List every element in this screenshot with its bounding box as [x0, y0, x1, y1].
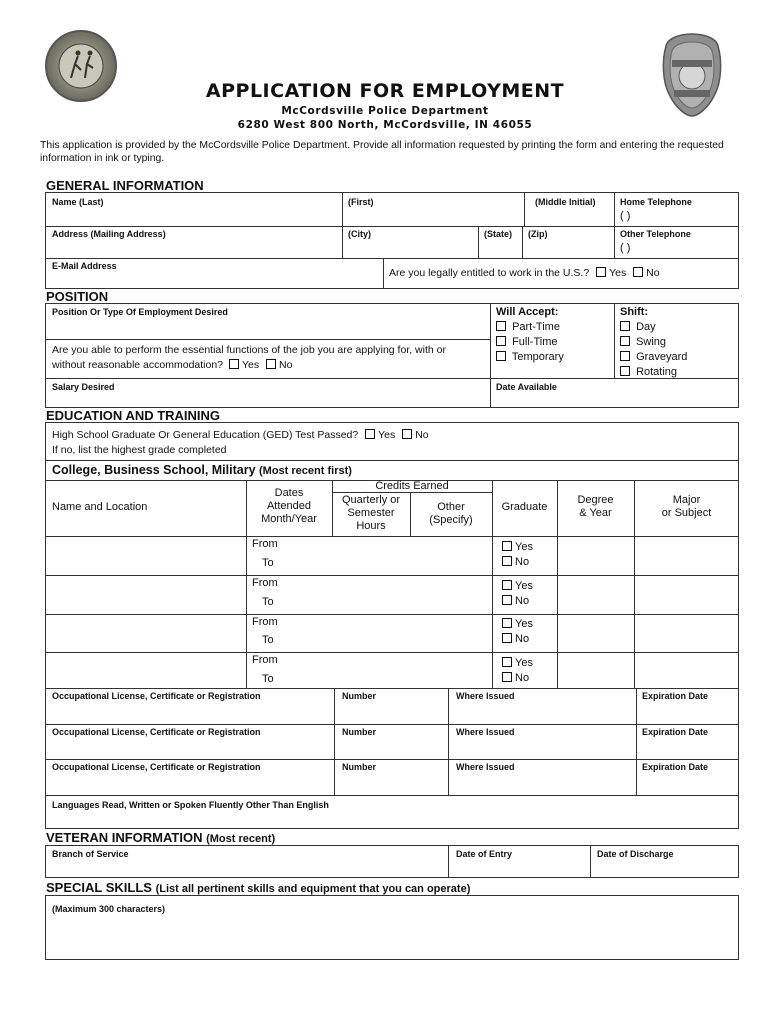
temporary-label: Temporary — [511, 351, 564, 363]
college-subheading: (Most recent first) — [259, 465, 352, 477]
row4-yes-checkbox[interactable] — [502, 657, 512, 667]
other-phone-paren: ( ) — [620, 242, 631, 254]
row2-from-label: From — [252, 577, 278, 589]
city-label: (City) — [348, 229, 371, 239]
hs-yes-label: Yes — [378, 429, 396, 441]
legal-work-question — [389, 267, 660, 279]
other-telephone-label: Other Telephone — [620, 229, 691, 239]
col-quarterly-line3: Hours — [356, 520, 386, 532]
legal-no-label: No — [646, 267, 660, 279]
day-checkbox[interactable] — [620, 321, 630, 331]
col-major — [634, 494, 739, 520]
row1-graduate — [502, 540, 533, 570]
col-degree-line1: Degree — [577, 494, 614, 506]
row4-no-checkbox[interactable] — [502, 672, 512, 682]
veteran-heading: VETERAN INFORMATION — [46, 830, 203, 845]
skills-max-label: (Maximum 300 characters) — [52, 904, 166, 914]
col-graduate: Graduate — [501, 501, 548, 513]
row4-yes-label: Yes — [515, 657, 533, 669]
intro-text: This application is provided by the McCordsville Police Department. Provide all information requested by printing the form and entering the requested information in ink or typing. — [40, 140, 724, 164]
middle-initial-label: (Middle Initial) — [535, 197, 596, 207]
hs-yes-checkbox[interactable] — [365, 429, 375, 439]
hs-question: High School Graduate Or General Education (GED) Test Passed? — [52, 429, 359, 441]
essential-question-line2-row — [52, 359, 292, 371]
row2-no-checkbox[interactable] — [502, 595, 512, 605]
essential-no-label: No — [279, 359, 293, 371]
license2-label: Occupational License, Certificate or Registration — [52, 727, 261, 737]
essential-question-line2: without reasonable accommodation? — [52, 359, 224, 371]
position-heading: POSITION — [46, 289, 109, 304]
col-quarterly-line1: Quarterly or — [341, 494, 401, 506]
temporary-checkbox[interactable] — [496, 351, 506, 361]
row1-no-label: No — [515, 556, 530, 568]
col-quarterly-line2: Semester — [347, 507, 395, 519]
zip-label: (Zip) — [528, 229, 548, 239]
license3-where: Where Issued — [456, 762, 515, 772]
row3-from-label: From — [252, 616, 278, 628]
essential-no-checkbox[interactable] — [266, 359, 276, 369]
rotating-checkbox[interactable] — [620, 366, 630, 376]
graveyard-label: Graveyard — [636, 351, 688, 363]
address-label: Address (Mailing Address) — [52, 229, 166, 239]
hs-question-row — [52, 429, 429, 441]
skills-heading-row — [46, 880, 470, 895]
license3-expiration: Expiration Date — [642, 762, 709, 772]
row1-from-label: From — [252, 538, 278, 550]
license1-number: Number — [342, 691, 377, 701]
hs-no-checkbox[interactable] — [402, 429, 412, 439]
email-label: E-Mail Address — [52, 261, 117, 271]
license2-where: Where Issued — [456, 727, 515, 737]
will-accept-options — [496, 320, 564, 365]
skills-heading: SPECIAL SKILLS — [46, 880, 152, 895]
row4-to-label: To — [262, 673, 274, 685]
department-address: 6280 West 800 North, McCordsville, IN 46055 — [237, 119, 533, 131]
row2-yes-checkbox[interactable] — [502, 580, 512, 590]
graveyard-checkbox[interactable] — [620, 351, 630, 361]
full-time-checkbox[interactable] — [496, 336, 506, 346]
col-quarterly — [332, 494, 410, 533]
essential-yes-label: Yes — [241, 359, 260, 371]
legal-yes-checkbox[interactable] — [596, 267, 606, 277]
col-degree-line2: & Year — [579, 507, 612, 519]
col-dates-line2: Attended — [266, 500, 312, 512]
license3-label: Occupational License, Certificate or Registration — [52, 762, 261, 772]
state-label: (State) — [484, 229, 513, 239]
swing-checkbox[interactable] — [620, 336, 630, 346]
day-label: Day — [636, 321, 656, 333]
row2-no-label: No — [515, 595, 530, 607]
row3-graduate — [502, 617, 533, 647]
license1-label: Occupational License, Certificate or Registration — [52, 691, 261, 701]
license2-expiration: Expiration Date — [642, 727, 709, 737]
row3-no-label: No — [515, 633, 530, 645]
education-heading: EDUCATION AND TRAINING — [46, 408, 221, 423]
branch-label: Branch of Service — [52, 849, 129, 859]
row3-yes-label: Yes — [515, 618, 533, 630]
license1-where: Where Issued — [456, 691, 515, 701]
veteran-heading-row — [46, 830, 275, 845]
row4-graduate — [502, 656, 533, 686]
row1-to-label: To — [262, 557, 274, 569]
veteran-subheading: (Most recent) — [206, 833, 276, 845]
date-available-label: Date Available — [496, 382, 557, 392]
row3-yes-checkbox[interactable] — [502, 618, 512, 628]
col-other-line1: Other — [437, 501, 465, 513]
shift-options — [620, 320, 687, 380]
name-first-label: (First) — [348, 197, 374, 207]
col-dates-line3: Month/Year — [261, 513, 317, 525]
row1-yes-label: Yes — [515, 541, 533, 553]
salary-desired-label: Salary Desired — [52, 382, 115, 392]
legal-no-checkbox[interactable] — [633, 267, 643, 277]
page-title: APPLICATION FOR EMPLOYMENT — [205, 80, 565, 102]
hs-grade-label: If no, list the highest grade completed — [52, 444, 227, 456]
name-last-label: Name (Last) — [52, 197, 104, 207]
row4-from-label: From — [252, 654, 278, 666]
col-other-line2: (Specify) — [429, 514, 473, 526]
skills-subheading: (List all pertinent skills and equipment that you can operate) — [155, 883, 471, 895]
col-other — [410, 501, 492, 527]
general-info-heading: GENERAL INFORMATION — [46, 178, 204, 193]
col-dates-line1: Dates — [274, 487, 304, 499]
license2-number: Number — [342, 727, 377, 737]
row2-yes-label: Yes — [515, 580, 533, 592]
col-major-line1: Major — [672, 494, 701, 506]
col-name-location: Name and Location — [52, 501, 148, 513]
full-time-label: Full-Time — [512, 336, 558, 348]
rotating-label: Rotating — [636, 366, 678, 378]
date-entry-label: Date of Entry — [456, 849, 513, 859]
legal-work-question-text: Are you legally entitled to work in the U.S.? — [389, 267, 590, 279]
hs-no-label: No — [415, 429, 429, 441]
date-discharge-label: Date of Discharge — [597, 849, 674, 859]
part-time-label: Part-Time — [512, 321, 560, 333]
row3-no-checkbox[interactable] — [502, 633, 512, 643]
home-telephone-label: Home Telephone — [620, 197, 692, 207]
credits-earned-label: Credits Earned — [375, 480, 449, 492]
row2-to-label: To — [262, 596, 274, 608]
languages-label: Languages Read, Written or Spoken Fluently Other Than English — [52, 800, 329, 810]
essential-question-line1: Are you able to perform the essential functions of the job you are applying for, with or — [52, 344, 446, 356]
essential-yes-checkbox[interactable] — [229, 359, 239, 369]
part-time-checkbox[interactable] — [496, 321, 506, 331]
row1-no-checkbox[interactable] — [502, 556, 512, 566]
row1-yes-checkbox[interactable] — [502, 541, 512, 551]
col-major-line2: or Subject — [661, 507, 712, 519]
col-dates-attended — [246, 487, 332, 526]
department-name: McCordsville Police Department — [281, 105, 489, 117]
license3-number: Number — [342, 762, 377, 772]
legal-yes-label: Yes — [609, 267, 627, 279]
college-heading-row — [52, 463, 352, 477]
home-phone-paren: ( ) — [620, 210, 631, 222]
swing-label: Swing — [636, 336, 667, 348]
row4-no-label: No — [515, 672, 530, 684]
college-heading: College, Business School, Military — [52, 463, 256, 477]
shift-label: Shift: — [620, 306, 649, 318]
license1-expiration: Expiration Date — [642, 691, 709, 701]
row3-to-label: To — [262, 634, 274, 646]
col-degree — [557, 494, 634, 520]
will-accept-label: Will Accept: — [496, 306, 559, 318]
position-desired-label: Position Or Type Of Employment Desired — [52, 307, 228, 317]
row2-graduate — [502, 579, 533, 609]
